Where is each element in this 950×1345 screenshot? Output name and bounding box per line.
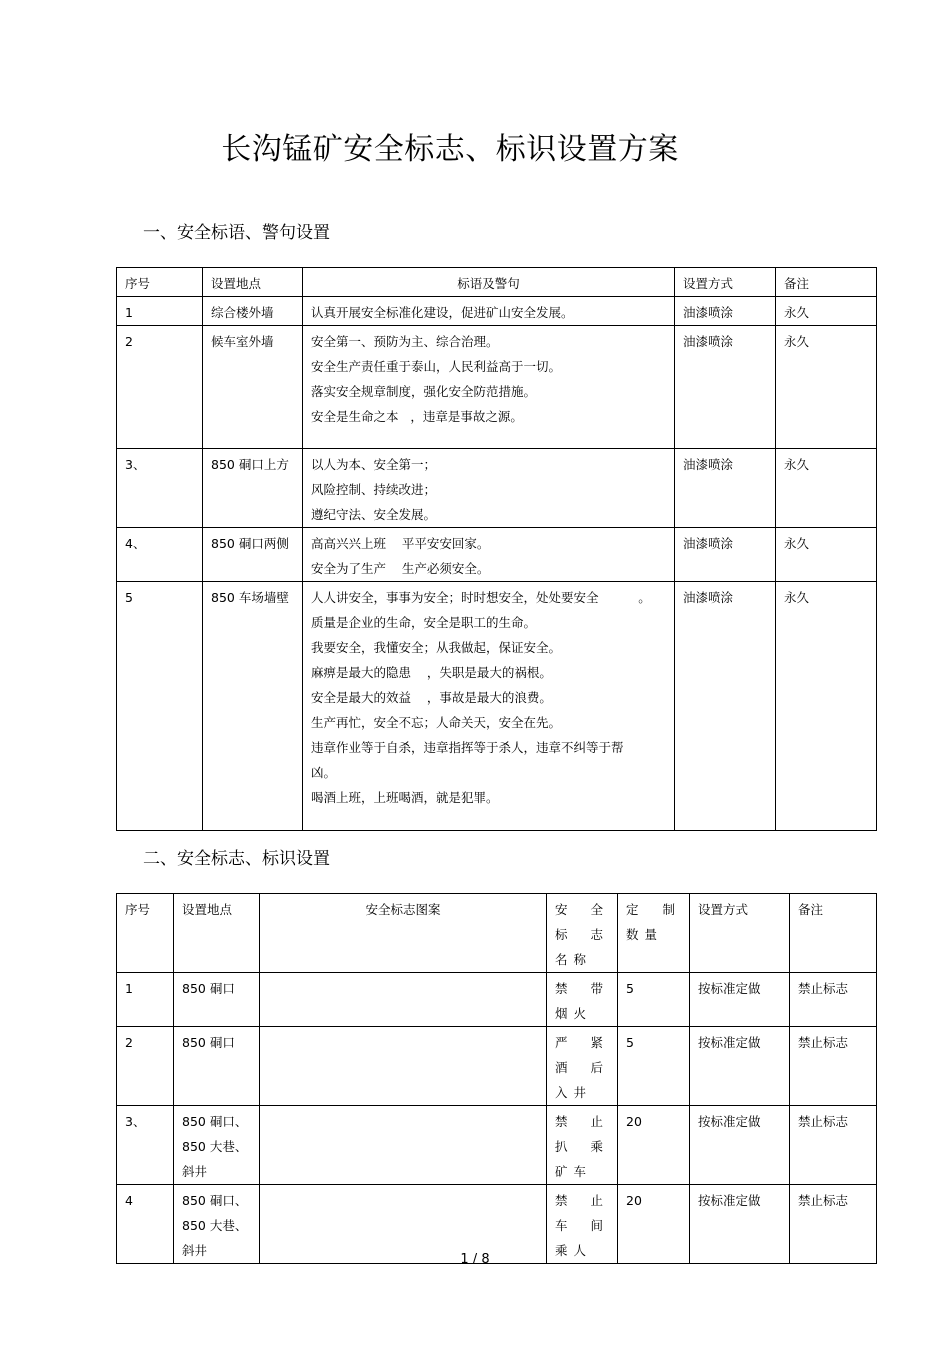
row-sign-pattern (260, 973, 547, 1027)
table-row (117, 528, 877, 582)
row-place: 850 硐口两侧 (203, 528, 303, 582)
place-line: 850 硐口 (182, 1035, 235, 1050)
slogan-line: 以人为本、安全第一； (311, 457, 437, 472)
row-method: 油漆喷涂 (675, 449, 776, 528)
row-method: 按标准定做 (690, 1027, 790, 1106)
row-place: 综合楼外墙 (203, 297, 303, 326)
table-row (117, 326, 877, 449)
table-header-row (117, 268, 877, 297)
row-method: 油漆喷涂 (675, 297, 776, 326)
row-note: 永久 (776, 449, 877, 528)
section1-heading: 一、安全标语、警句设置 (143, 223, 330, 243)
slogan-line: 安全是最大的效益 ，事故是最大的浪费。 (311, 690, 552, 705)
row-slogans (303, 528, 675, 582)
slogan-line: 喝酒上班，上班喝酒，就是犯罪。 (311, 790, 499, 805)
row-note: 禁止标志 (790, 1185, 877, 1264)
header-no: 序号 (117, 268, 203, 297)
place-line: 850 硐口、 (182, 1114, 248, 1129)
row-sign-pattern (260, 1027, 547, 1106)
table-row (117, 1106, 877, 1185)
header-place: 设置地点 (174, 894, 260, 973)
slogan-line: 我要安全，我懂安全；从我做起，保证安全。 (311, 640, 562, 655)
slogan-line: 麻痹是最大的隐患 ，失职是最大的祸根。 (311, 665, 552, 680)
slogan-line: 质量是企业的生命，安全是职工的生命。 (311, 615, 537, 630)
section2-heading: 二、安全标志、标识设置 (143, 849, 330, 869)
row-method: 按标准定做 (690, 1106, 790, 1185)
table-row (117, 582, 877, 831)
row-sign-name: 禁带烟火 (547, 973, 618, 1027)
table-row (117, 449, 877, 528)
document-title: 长沟锰矿安全标志、标识设置方案 (221, 132, 679, 167)
row-note: 永久 (776, 297, 877, 326)
place-line: 850 大巷、 (182, 1139, 248, 1154)
row-number: 1 (117, 297, 203, 326)
slogan-line: 生产再忙，安全不忘；人命关天，安全在先。 (311, 715, 562, 730)
row-note: 永久 (776, 582, 877, 831)
slogan-line: 凶。 (311, 765, 337, 780)
row-note: 永久 (776, 326, 877, 449)
row-note: 永久 (776, 528, 877, 582)
row-method: 油漆喷涂 (675, 326, 776, 449)
header-note: 备注 (790, 894, 877, 973)
slogan-line: 风险控制、持续改进； (311, 482, 437, 497)
sign-table (116, 893, 877, 1264)
header-note: 备注 (776, 268, 877, 297)
row-method: 按标准定做 (690, 1185, 790, 1264)
row-sign-name: 禁止扒乘矿车 (547, 1106, 618, 1185)
row-method: 油漆喷涂 (675, 528, 776, 582)
row-quantity: 20 (618, 1185, 690, 1264)
row-place (174, 973, 260, 1027)
table-row (117, 297, 877, 326)
slogan-line: 遵纪守法、安全发展。 (311, 507, 437, 522)
row-number: 3、 (117, 449, 203, 528)
place-line: 850 硐口 (182, 981, 235, 996)
slogan-line: 违章作业等于自杀，违章指挥等于杀人，违章不纠等于帮 (311, 740, 624, 755)
row-quantity: 20 (618, 1106, 690, 1185)
row-number: 4 (117, 1185, 174, 1264)
row-slogans (303, 326, 675, 449)
row-place: 850 硐口上方 (203, 449, 303, 528)
header-quantity: 定制数量 (618, 894, 690, 973)
row-sign-name: 严紧酒后入井 (547, 1027, 618, 1106)
slogan-line: 人人讲安全，事事为安全；时时想安全，处处要安全 。 (311, 590, 651, 605)
header-method: 设置方式 (675, 268, 776, 297)
row-slogans (303, 297, 675, 326)
row-place (174, 1106, 260, 1185)
header-pattern: 安全标志图案 (260, 894, 547, 973)
row-sign-name: 禁止车间乘人 (547, 1185, 618, 1264)
row-slogans (303, 582, 675, 831)
row-place: 候车室外墙 (203, 326, 303, 449)
slogan-line: 认真开展安全标准化建设，促进矿山安全发展。 (311, 305, 574, 320)
row-number: 5 (117, 582, 203, 831)
row-number: 2 (117, 1027, 174, 1106)
slogan-line: 安全生产责任重于泰山，人民利益高于一切。 (311, 359, 562, 374)
row-number: 1 (117, 973, 174, 1027)
table-header-row (117, 894, 877, 973)
place-line: 斜井 (182, 1164, 208, 1179)
slogan-line: 安全为了生产 生产必须安全。 (311, 561, 490, 576)
place-line: 850 硐口、 (182, 1193, 248, 1208)
header-method: 设置方式 (690, 894, 790, 973)
header-sign-name: 安全标志名称 (547, 894, 618, 973)
row-number: 2 (117, 326, 203, 449)
slogan-line: 安全第一、预防为主、综合治理。 (311, 334, 499, 349)
row-place (174, 1027, 260, 1106)
place-line: 850 大巷、 (182, 1218, 248, 1233)
row-note: 禁止标志 (790, 973, 877, 1027)
header-slogan: 标语及警句 (303, 268, 675, 297)
slogan-line: 安全是生命之本 ，违章是事故之源。 (311, 409, 523, 424)
table-row (117, 973, 877, 1027)
row-quantity: 5 (618, 973, 690, 1027)
header-place: 设置地点 (203, 268, 303, 297)
row-note: 禁止标志 (790, 1027, 877, 1106)
header-no: 序号 (117, 894, 174, 973)
page-number: 1 / 8 (460, 1252, 490, 1267)
row-note: 禁止标志 (790, 1106, 877, 1185)
row-slogans (303, 449, 675, 528)
row-method: 按标准定做 (690, 973, 790, 1027)
table-row (117, 1027, 877, 1106)
slogan-table (116, 267, 877, 831)
place-line: 斜井 (182, 1243, 208, 1258)
row-place: 850 车场墙壁 (203, 582, 303, 831)
row-quantity: 5 (618, 1027, 690, 1106)
row-sign-pattern (260, 1106, 547, 1185)
slogan-line: 高高兴兴上班 平平安安回家。 (311, 536, 490, 551)
slogan-line: 落实安全规章制度，强化安全防范措施。 (311, 384, 537, 399)
row-method: 油漆喷涂 (675, 582, 776, 831)
row-number: 4、 (117, 528, 203, 582)
row-number: 3、 (117, 1106, 174, 1185)
